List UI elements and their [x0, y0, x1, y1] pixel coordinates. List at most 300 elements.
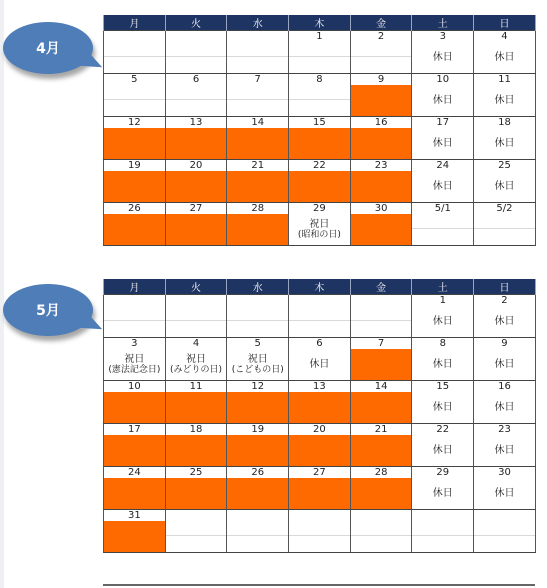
week-date-row [104, 203, 536, 215]
day-number [289, 31, 351, 43]
day-number-text [351, 510, 412, 521]
day-number-text: 22 [313, 160, 326, 171]
day-number-text [166, 31, 227, 42]
day-number [412, 467, 474, 479]
day-number-text [104, 31, 165, 42]
day-number [227, 467, 289, 479]
day-number-text [227, 31, 288, 42]
day-cell-empty [412, 214, 474, 246]
day-number [227, 117, 289, 129]
day-number [474, 160, 536, 172]
day-cell-off [412, 171, 474, 203]
day-number [474, 510, 536, 522]
day-off-label: 休日 [494, 359, 515, 370]
day-number-text: 17 [436, 117, 450, 128]
week-date-row [104, 295, 536, 307]
divider [103, 584, 535, 586]
day-number-text: 8 [439, 338, 446, 349]
day-off-label: 休日 [432, 181, 453, 192]
day-number [289, 203, 351, 215]
day-number-text: 12 [127, 117, 141, 128]
day-number-text: 24 [436, 160, 450, 171]
day-number-text: 30 [374, 203, 388, 214]
day-number [412, 338, 474, 350]
day-off-label: 休日 [494, 445, 515, 456]
day-cell-off [412, 306, 474, 338]
day-cell-off [474, 392, 536, 424]
day-number [289, 424, 351, 436]
day-number-text: 6 [192, 74, 200, 85]
day-number-text [351, 295, 412, 306]
weekday-header: 月 [104, 15, 166, 31]
day-number [227, 203, 289, 215]
day-number-text: 3 [439, 31, 446, 42]
day-off-label: 休日 [494, 488, 515, 499]
day-off-label: 休日 [432, 359, 453, 370]
calendar-may [103, 279, 536, 553]
day-cell-empty [289, 85, 351, 117]
day-number [227, 74, 289, 86]
day-number-text: 24 [127, 467, 141, 478]
day-number-text: 22 [436, 424, 450, 435]
week-body-row [104, 171, 536, 203]
day-number-text: 19 [127, 160, 141, 171]
day-number [350, 203, 412, 215]
day-cell-scheduled [227, 478, 289, 510]
day-cell-holiday [104, 349, 166, 381]
day-number-text: 14 [374, 381, 388, 392]
day-number [474, 117, 536, 129]
day-number [165, 160, 227, 172]
day-cell-scheduled [104, 128, 166, 160]
day-off-label: 休日 [494, 316, 515, 327]
day-number-text: 11 [498, 74, 511, 85]
day-number-text [104, 295, 165, 306]
week-date-row [104, 467, 536, 479]
day-number [350, 467, 412, 479]
day-number [350, 31, 412, 43]
holiday-label: 祝日 [247, 353, 268, 365]
day-cell-scheduled [350, 214, 412, 246]
day-number [412, 160, 474, 172]
day-number-text [412, 510, 473, 521]
day-number-text: 21 [251, 160, 265, 171]
day-cell-scheduled [165, 171, 227, 203]
week-body-row [104, 435, 536, 467]
day-off-label: 休日 [432, 445, 453, 456]
day-cell-scheduled [289, 128, 351, 160]
day-off-label: 休日 [494, 138, 515, 149]
day-cell-scheduled [165, 392, 227, 424]
weekday-header: 火 [165, 15, 227, 31]
holiday-name: (憲法記念日) [108, 364, 161, 375]
day-number-text: 16 [374, 117, 388, 128]
day-number [227, 338, 289, 350]
day-number [165, 117, 227, 129]
day-off-label: 休日 [494, 95, 515, 106]
day-cell-empty [165, 85, 227, 117]
day-cell-scheduled [350, 392, 412, 424]
day-cell-off [474, 478, 536, 510]
day-number-text: 8 [316, 74, 323, 85]
day-number [165, 203, 227, 215]
day-number-text: 23 [498, 424, 511, 435]
day-cell-scheduled [104, 214, 166, 246]
day-number-text: 18 [189, 424, 203, 435]
day-off-label: 休日 [494, 52, 515, 63]
day-cell-empty [289, 521, 351, 553]
month-bubble-april [3, 22, 93, 74]
day-off-label: 休日 [432, 95, 453, 106]
day-cell-empty [350, 306, 412, 338]
day-number-text: 9 [501, 338, 508, 349]
week-body-row [104, 85, 536, 117]
day-cell-scheduled [104, 171, 166, 203]
day-number [350, 381, 412, 393]
day-number-text: 10 [436, 74, 450, 85]
week-date-row [104, 160, 536, 172]
day-number-text: 5/2 [496, 203, 513, 214]
weekday-header: 日 [474, 15, 536, 31]
day-number [104, 338, 166, 350]
day-number [165, 510, 227, 522]
day-number-text: 5 [131, 74, 138, 85]
day-number [104, 381, 166, 393]
week-body-row [104, 521, 536, 553]
weekday-header: 木 [289, 15, 351, 31]
day-number [227, 424, 289, 436]
day-cell-scheduled [289, 392, 351, 424]
day-number [412, 295, 474, 307]
day-number [165, 424, 227, 436]
day-cell-scheduled [165, 214, 227, 246]
day-number-text: 21 [374, 424, 388, 435]
day-number-text: 25 [498, 160, 511, 171]
weekday-header: 水 [227, 279, 289, 295]
weekday-header: 水 [227, 15, 289, 31]
weekday-header: 土 [412, 15, 474, 31]
day-number-text: 29 [313, 203, 326, 214]
day-number [104, 203, 166, 215]
day-cell-empty [165, 42, 227, 74]
day-number [165, 338, 227, 350]
day-number [289, 381, 351, 393]
day-number-text [474, 510, 535, 521]
day-number-text: 25 [189, 467, 203, 478]
day-cell-scheduled [104, 435, 166, 467]
day-number-text: 17 [127, 424, 141, 435]
day-number-text: 26 [251, 467, 265, 478]
day-cell-scheduled [165, 478, 227, 510]
day-cell-empty [289, 42, 351, 74]
day-number-text: 5 [254, 338, 261, 349]
day-number-text: 7 [254, 74, 261, 85]
day-number-text: 20 [189, 160, 203, 171]
day-number-text: 3 [131, 338, 138, 349]
day-cell-off [412, 349, 474, 381]
day-number-text: 11 [189, 381, 203, 392]
day-cell-scheduled [350, 128, 412, 160]
day-off-label: 休日 [432, 138, 453, 149]
day-number-text: 5/1 [434, 203, 451, 214]
day-cell-empty [104, 42, 166, 74]
weekday-header: 金 [350, 15, 412, 31]
day-cell-empty [474, 214, 536, 246]
day-cell-empty [412, 521, 474, 553]
day-off-label: 休日 [494, 402, 515, 413]
day-number-text: 26 [127, 203, 141, 214]
day-off-label: 休日 [432, 316, 453, 327]
day-number [474, 31, 536, 43]
day-number-text: 13 [313, 381, 326, 392]
day-cell-holiday [227, 349, 289, 381]
day-off-label: 休日 [432, 488, 453, 499]
day-cell-scheduled [227, 392, 289, 424]
holiday-label: 祝日 [309, 218, 330, 230]
day-cell-empty [474, 521, 536, 553]
day-cell-scheduled [104, 478, 166, 510]
day-number-text [166, 295, 227, 306]
day-number [474, 203, 536, 215]
day-cell-empty [227, 521, 289, 553]
week-body-row [104, 214, 536, 246]
day-number [289, 74, 351, 86]
day-number-text: 1 [316, 31, 323, 42]
day-number [227, 381, 289, 393]
day-cell-empty [104, 85, 166, 117]
day-cell-off [412, 42, 474, 74]
day-number [289, 467, 351, 479]
day-cell-off [412, 85, 474, 117]
day-number-text [289, 295, 350, 306]
weekday-header: 月 [104, 279, 166, 295]
day-number-text: 18 [498, 117, 511, 128]
day-number-text: 10 [127, 381, 141, 392]
day-number [104, 510, 166, 522]
weekday-header: 金 [350, 279, 412, 295]
day-number [165, 295, 227, 307]
month-label: 4月 [36, 41, 60, 57]
week-date-row [104, 424, 536, 436]
day-number-text [227, 510, 288, 521]
day-cell-scheduled [350, 478, 412, 510]
day-number-text: 6 [316, 338, 323, 349]
day-number [412, 424, 474, 436]
day-number-text: 19 [251, 424, 265, 435]
day-cell-holiday [165, 349, 227, 381]
week-date-row [104, 74, 536, 86]
day-cell-scheduled [165, 435, 227, 467]
holiday-name: (こどもの日) [231, 364, 284, 375]
day-number-text: 2 [501, 295, 508, 306]
day-off-label: 休日 [432, 402, 453, 413]
week-body-row [104, 128, 536, 160]
day-cell-off [474, 306, 536, 338]
day-number [350, 160, 412, 172]
weekday-header-row [104, 279, 536, 295]
day-cell-scheduled [227, 435, 289, 467]
day-number [104, 117, 166, 129]
holiday-label: 祝日 [186, 353, 207, 365]
day-number-text: 20 [313, 424, 326, 435]
day-cell-off [474, 85, 536, 117]
day-cell-scheduled [227, 171, 289, 203]
weekday-header: 日 [474, 279, 536, 295]
day-number [227, 160, 289, 172]
day-off-label: 休日 [309, 359, 330, 370]
day-number-text: 23 [374, 160, 388, 171]
day-number [165, 467, 227, 479]
day-off-label: 休日 [494, 181, 515, 192]
day-number [474, 467, 536, 479]
day-number-text: 13 [189, 117, 203, 128]
day-number [474, 381, 536, 393]
day-number [350, 295, 412, 307]
week-date-row [104, 31, 536, 43]
day-number [227, 295, 289, 307]
day-cell-holiday [289, 214, 351, 246]
day-cell-scheduled [289, 435, 351, 467]
day-number-text: 15 [313, 117, 326, 128]
day-cell-empty [165, 306, 227, 338]
day-cell-off [474, 349, 536, 381]
day-cell-off [474, 171, 536, 203]
weekday-header: 火 [165, 279, 227, 295]
day-number [104, 74, 166, 86]
day-number [474, 74, 536, 86]
day-number-text: 16 [498, 381, 511, 392]
day-cell-scheduled [104, 521, 166, 553]
day-cell-scheduled [227, 214, 289, 246]
day-cell-empty [350, 521, 412, 553]
day-number [104, 160, 166, 172]
day-cell-off [474, 435, 536, 467]
weekday-header: 木 [289, 279, 351, 295]
day-cell-empty [227, 85, 289, 117]
day-number [289, 117, 351, 129]
week-date-row [104, 510, 536, 522]
week-body-row [104, 478, 536, 510]
day-number-text: 1 [439, 295, 446, 306]
day-cell-empty [227, 42, 289, 74]
day-number [412, 31, 474, 43]
day-number [104, 424, 166, 436]
day-number-text [289, 510, 350, 521]
day-number [474, 295, 536, 307]
day-number [165, 381, 227, 393]
day-number-text: 30 [498, 467, 511, 478]
day-number [350, 117, 412, 129]
day-cell-scheduled [104, 392, 166, 424]
day-cell-scheduled [350, 435, 412, 467]
day-number-text: 28 [374, 467, 388, 478]
day-number [412, 117, 474, 129]
week-body-row [104, 349, 536, 381]
day-number-text: 31 [127, 510, 141, 521]
day-off-label: 休日 [432, 52, 453, 63]
day-number [165, 74, 227, 86]
day-cell-off [289, 349, 351, 381]
day-number-text: 29 [436, 467, 450, 478]
day-number-text: 14 [251, 117, 265, 128]
day-cell-empty [104, 306, 166, 338]
day-number-text: 4 [192, 338, 200, 349]
day-cell-empty [350, 42, 412, 74]
day-cell-empty [289, 306, 351, 338]
day-number [104, 31, 166, 43]
day-number [350, 424, 412, 436]
holiday-name: (みどりの日) [170, 364, 223, 375]
day-number [412, 74, 474, 86]
day-number-text [166, 510, 227, 521]
day-cell-scheduled [289, 478, 351, 510]
day-cell-scheduled [227, 128, 289, 160]
week-date-row [104, 338, 536, 350]
day-number [104, 467, 166, 479]
day-cell-off [412, 435, 474, 467]
day-number [165, 31, 227, 43]
week-body-row [104, 392, 536, 424]
calendar-april [103, 15, 536, 246]
day-number-text: 2 [377, 31, 385, 42]
day-cell-scheduled [350, 171, 412, 203]
day-number [104, 295, 166, 307]
day-number-text: 12 [251, 381, 265, 392]
day-cell-off [412, 392, 474, 424]
day-number-text: 7 [377, 338, 385, 349]
day-number [289, 295, 351, 307]
day-number [474, 424, 536, 436]
day-number-text: 9 [377, 74, 385, 85]
day-number [412, 203, 474, 215]
day-number [289, 160, 351, 172]
day-number-text: 28 [251, 203, 265, 214]
month-label: 5月 [36, 303, 60, 319]
week-body-row [104, 306, 536, 338]
day-cell-scheduled [165, 128, 227, 160]
day-cell-scheduled [350, 85, 412, 117]
week-date-row [104, 117, 536, 129]
day-number [412, 510, 474, 522]
day-number [412, 381, 474, 393]
day-number [350, 74, 412, 86]
weekday-header-row [104, 15, 536, 31]
day-number-text: 27 [313, 467, 326, 478]
month-bubble-may [3, 284, 93, 336]
day-number [350, 338, 412, 350]
day-cell-empty [165, 521, 227, 553]
day-cell-off [412, 478, 474, 510]
day-cell-off [412, 128, 474, 160]
day-number-text: 4 [501, 31, 508, 42]
holiday-name: (昭和の日) [297, 229, 341, 240]
day-cell-off [474, 128, 536, 160]
day-number [289, 510, 351, 522]
day-cell-off [474, 42, 536, 74]
week-date-row [104, 381, 536, 393]
day-cell-scheduled [350, 349, 412, 381]
day-number [227, 31, 289, 43]
holiday-label: 祝日 [124, 353, 145, 365]
day-cell-empty [227, 306, 289, 338]
day-number [227, 510, 289, 522]
day-cell-scheduled [289, 171, 351, 203]
day-number [350, 510, 412, 522]
day-number-text: 27 [189, 203, 203, 214]
weekday-header: 土 [412, 279, 474, 295]
page-left-edge [0, 0, 4, 588]
day-number [289, 338, 351, 350]
